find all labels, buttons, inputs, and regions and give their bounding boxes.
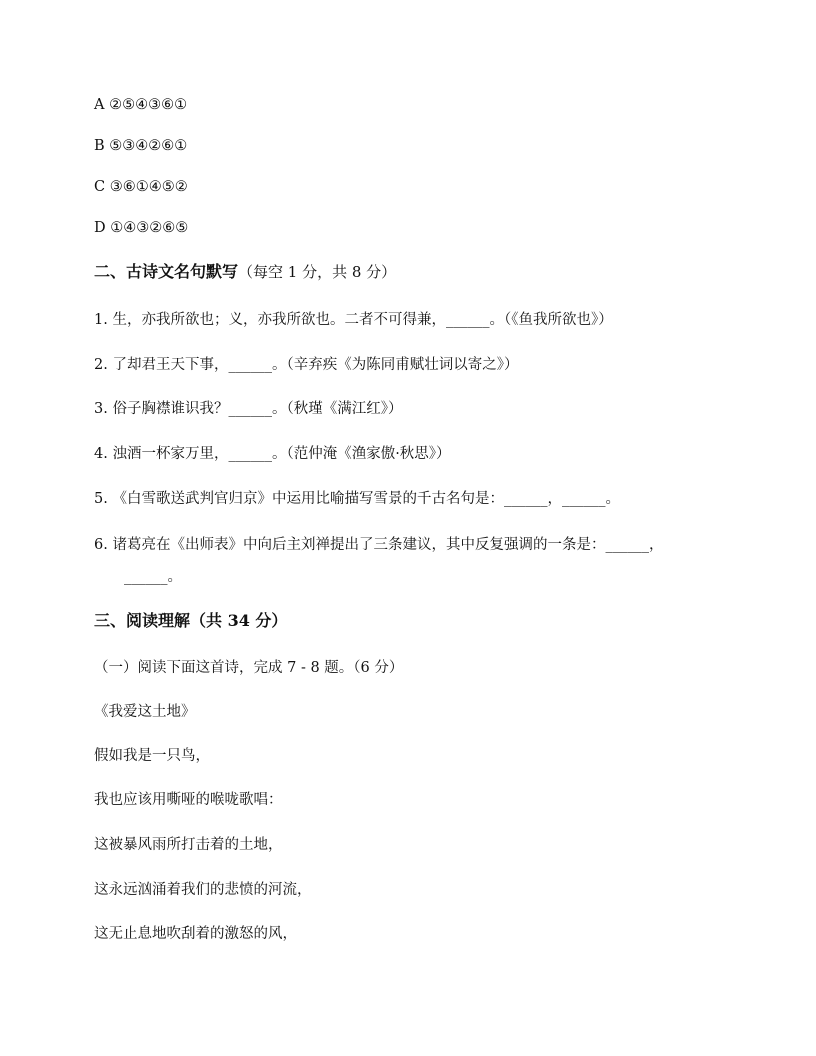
option-c: [94, 177, 188, 197]
section3-title: 三、阅读理解（共 34 分）: [94, 611, 288, 630]
section2-heading: [94, 262, 396, 282]
option-sequence: ②⑤④③⑥①: [109, 97, 188, 113]
poem-line: 我也应该用嘶哑的喉咙歌唱：: [94, 792, 283, 808]
section2-note: （每空 1 分，共 8 分）: [238, 263, 397, 281]
recitation-item-2: 2. 了却君王天下事，______。（辛弃疾《为陈同甫赋壮词以寄之》）: [94, 357, 519, 373]
reading-subsection: （一）阅读下面这首诗，完成 7 - 8 题。（6 分）: [94, 660, 404, 676]
poem-line: 假如我是一只鸟，: [94, 748, 210, 764]
recitation-item-3: 3. 俗子胸襟谁识我？______。（秋瑾《满江红》）: [94, 401, 403, 417]
option-a: [94, 95, 187, 115]
option-sequence: ①④③②⑥⑤: [110, 220, 189, 236]
option-letter: B: [94, 138, 105, 154]
poem-line: 这永远汹涌着我们的悲愤的河流，: [94, 882, 312, 898]
option-letter: C: [94, 179, 106, 195]
section2-title: 二、古诗文名句默写: [94, 262, 239, 281]
option-sequence: ⑤③④②⑥①: [109, 138, 188, 154]
poem-line: 这被暴风雨所打击着的土地，: [94, 837, 283, 853]
option-letter: D: [94, 220, 106, 236]
recitation-item-5: 5. 《白雪歌送武判官归京》中运用比喻描写雪景的千古名句是：______，______。: [94, 491, 620, 507]
recitation-item-4: 4. 浊酒一杯家万里，______。（范仲淹《渔家傲·秋思》）: [94, 446, 451, 462]
recitation-item-6: 6. 诸葛亮在《出师表》中向后主刘禅提出了三条建议，其中反复强调的一条是：______，: [94, 537, 664, 553]
recitation-item-6-continued: ______。: [124, 569, 182, 585]
option-sequence: ③⑥①④⑤②: [109, 179, 188, 195]
option-b: [94, 136, 187, 156]
option-d: [94, 218, 188, 238]
option-letter: A: [94, 97, 105, 113]
recitation-item-1: 1. 生，亦我所欲也；义，亦我所欲也。二者不可得兼，______。（《鱼我所欲也》）: [94, 312, 613, 328]
poem-line: 这无止息地吹刮着的激怒的风，: [94, 926, 297, 942]
poem-title: 《我爱这土地》: [94, 704, 196, 720]
